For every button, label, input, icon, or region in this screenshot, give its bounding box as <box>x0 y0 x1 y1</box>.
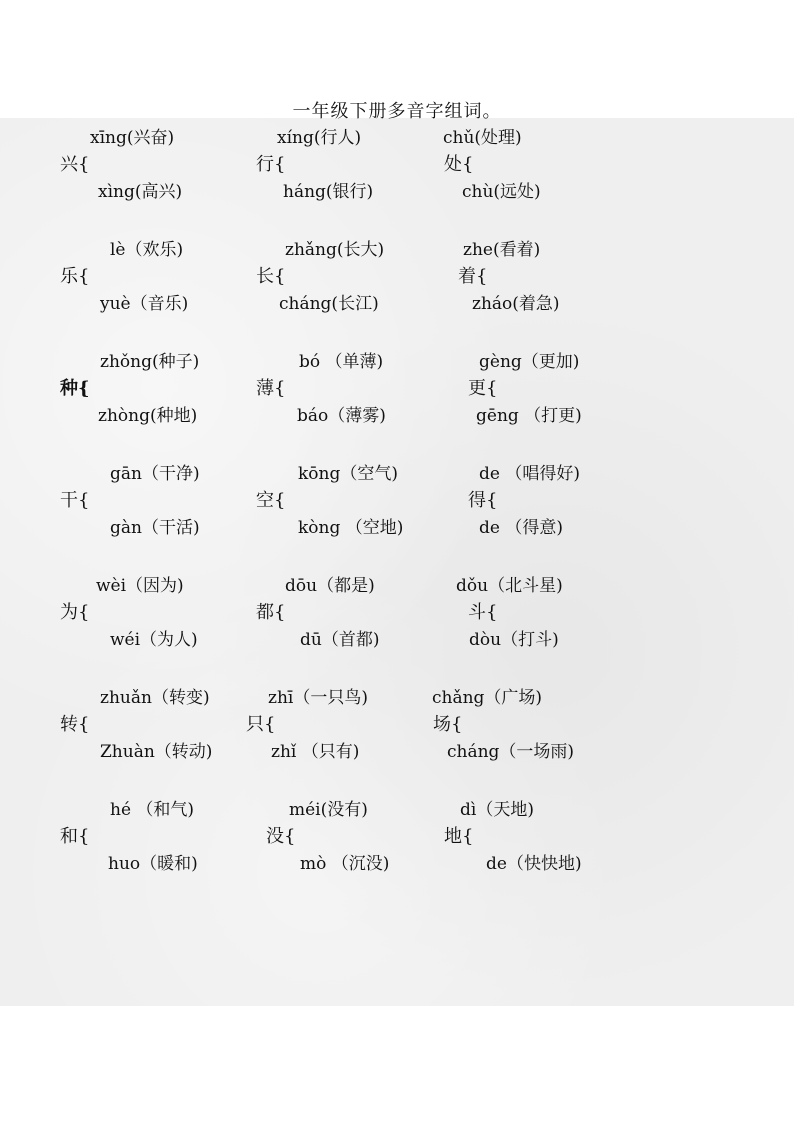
pinyin-top: lè（欢乐) <box>110 240 184 260</box>
pinyin-top: xíng(行人) <box>277 128 362 148</box>
pinyin-top: chǎng（广场) <box>432 688 543 708</box>
pinyin-top: dǒu（北斗星) <box>456 576 563 596</box>
pinyin-bottom: dòu（打斗) <box>469 630 559 650</box>
poly-char: 和{ <box>60 826 90 847</box>
pinyin-top: zhǎng(长大) <box>285 240 385 260</box>
page-title: 一年级下册多音字组词。 <box>292 101 502 122</box>
pinyin-top: gān（干净) <box>110 464 200 484</box>
poly-char: 干{ <box>60 490 90 511</box>
pinyin-top: bó （单薄) <box>299 352 384 372</box>
poly-char: 斗{ <box>468 602 498 623</box>
poly-char: 处{ <box>444 154 474 175</box>
pinyin-bottom: cháng（一场雨) <box>447 742 575 762</box>
poly-char: 行{ <box>256 154 286 175</box>
pinyin-top: wèi（因为) <box>96 576 184 596</box>
poly-char: 为{ <box>60 602 90 623</box>
pinyin-bottom: yuè（音乐) <box>100 294 189 314</box>
pinyin-bottom: zháo(着急) <box>472 294 560 314</box>
pinyin-top: xīng(兴奋) <box>90 128 175 148</box>
pinyin-bottom: chù(远处) <box>462 182 541 202</box>
poly-char: 种{ <box>60 378 90 399</box>
pinyin-bottom: Zhuàn（转动) <box>100 742 213 762</box>
poly-char: 乐{ <box>60 266 90 287</box>
poly-char: 长{ <box>256 266 286 287</box>
pinyin-bottom: huo（暖和) <box>108 854 198 874</box>
pinyin-top: gèng（更加) <box>479 352 580 372</box>
poly-char: 转{ <box>60 714 90 735</box>
pinyin-top: zhuǎn（转变) <box>100 688 210 708</box>
pinyin-top: zhī（一只鸟) <box>268 688 368 708</box>
pinyin-bottom: wéi（为人) <box>110 630 198 650</box>
poly-char: 得{ <box>468 490 498 511</box>
pinyin-bottom: báo（薄雾) <box>297 406 386 426</box>
pinyin-bottom: zhòng(种地) <box>98 406 198 426</box>
pinyin-bottom: kòng （空地) <box>298 518 404 538</box>
pinyin-top: de （唱得好) <box>479 464 580 484</box>
pinyin-top: hé （和气) <box>110 800 195 820</box>
pinyin-bottom: háng(银行) <box>283 182 374 202</box>
pinyin-top: dì（天地) <box>460 800 534 820</box>
poly-char: 兴{ <box>60 154 90 175</box>
pinyin-bottom: dū（首都) <box>300 630 380 650</box>
pinyin-top: kōng（空气) <box>298 464 398 484</box>
poly-char: 地{ <box>444 826 474 847</box>
pinyin-top: chǔ(处理) <box>443 128 522 148</box>
pinyin-top: zhǒng(种子) <box>100 352 200 372</box>
pinyin-bottom: de （得意) <box>479 518 563 538</box>
poly-char: 场{ <box>433 714 463 735</box>
pinyin-bottom: mò （沉没) <box>300 854 390 874</box>
poly-char: 着{ <box>458 266 488 287</box>
pinyin-bottom: de（快快地) <box>486 854 582 874</box>
poly-char: 更{ <box>468 378 498 399</box>
poly-char: 只{ <box>246 714 276 735</box>
poly-char: 没{ <box>266 826 296 847</box>
pinyin-top: zhe(看着) <box>463 240 541 260</box>
pinyin-bottom: gēng （打更) <box>476 406 582 426</box>
pinyin-bottom: cháng(长江) <box>279 294 379 314</box>
pinyin-bottom: xìng(高兴) <box>98 182 183 202</box>
poly-char: 都{ <box>256 602 286 623</box>
poly-char: 空{ <box>256 490 286 511</box>
pinyin-bottom: gàn（干活) <box>110 518 200 538</box>
poly-char: 薄{ <box>256 378 286 399</box>
pinyin-top: dōu（都是) <box>285 576 375 596</box>
pinyin-top: méi(没有) <box>289 800 368 820</box>
pinyin-bottom: zhǐ （只有) <box>271 742 360 762</box>
